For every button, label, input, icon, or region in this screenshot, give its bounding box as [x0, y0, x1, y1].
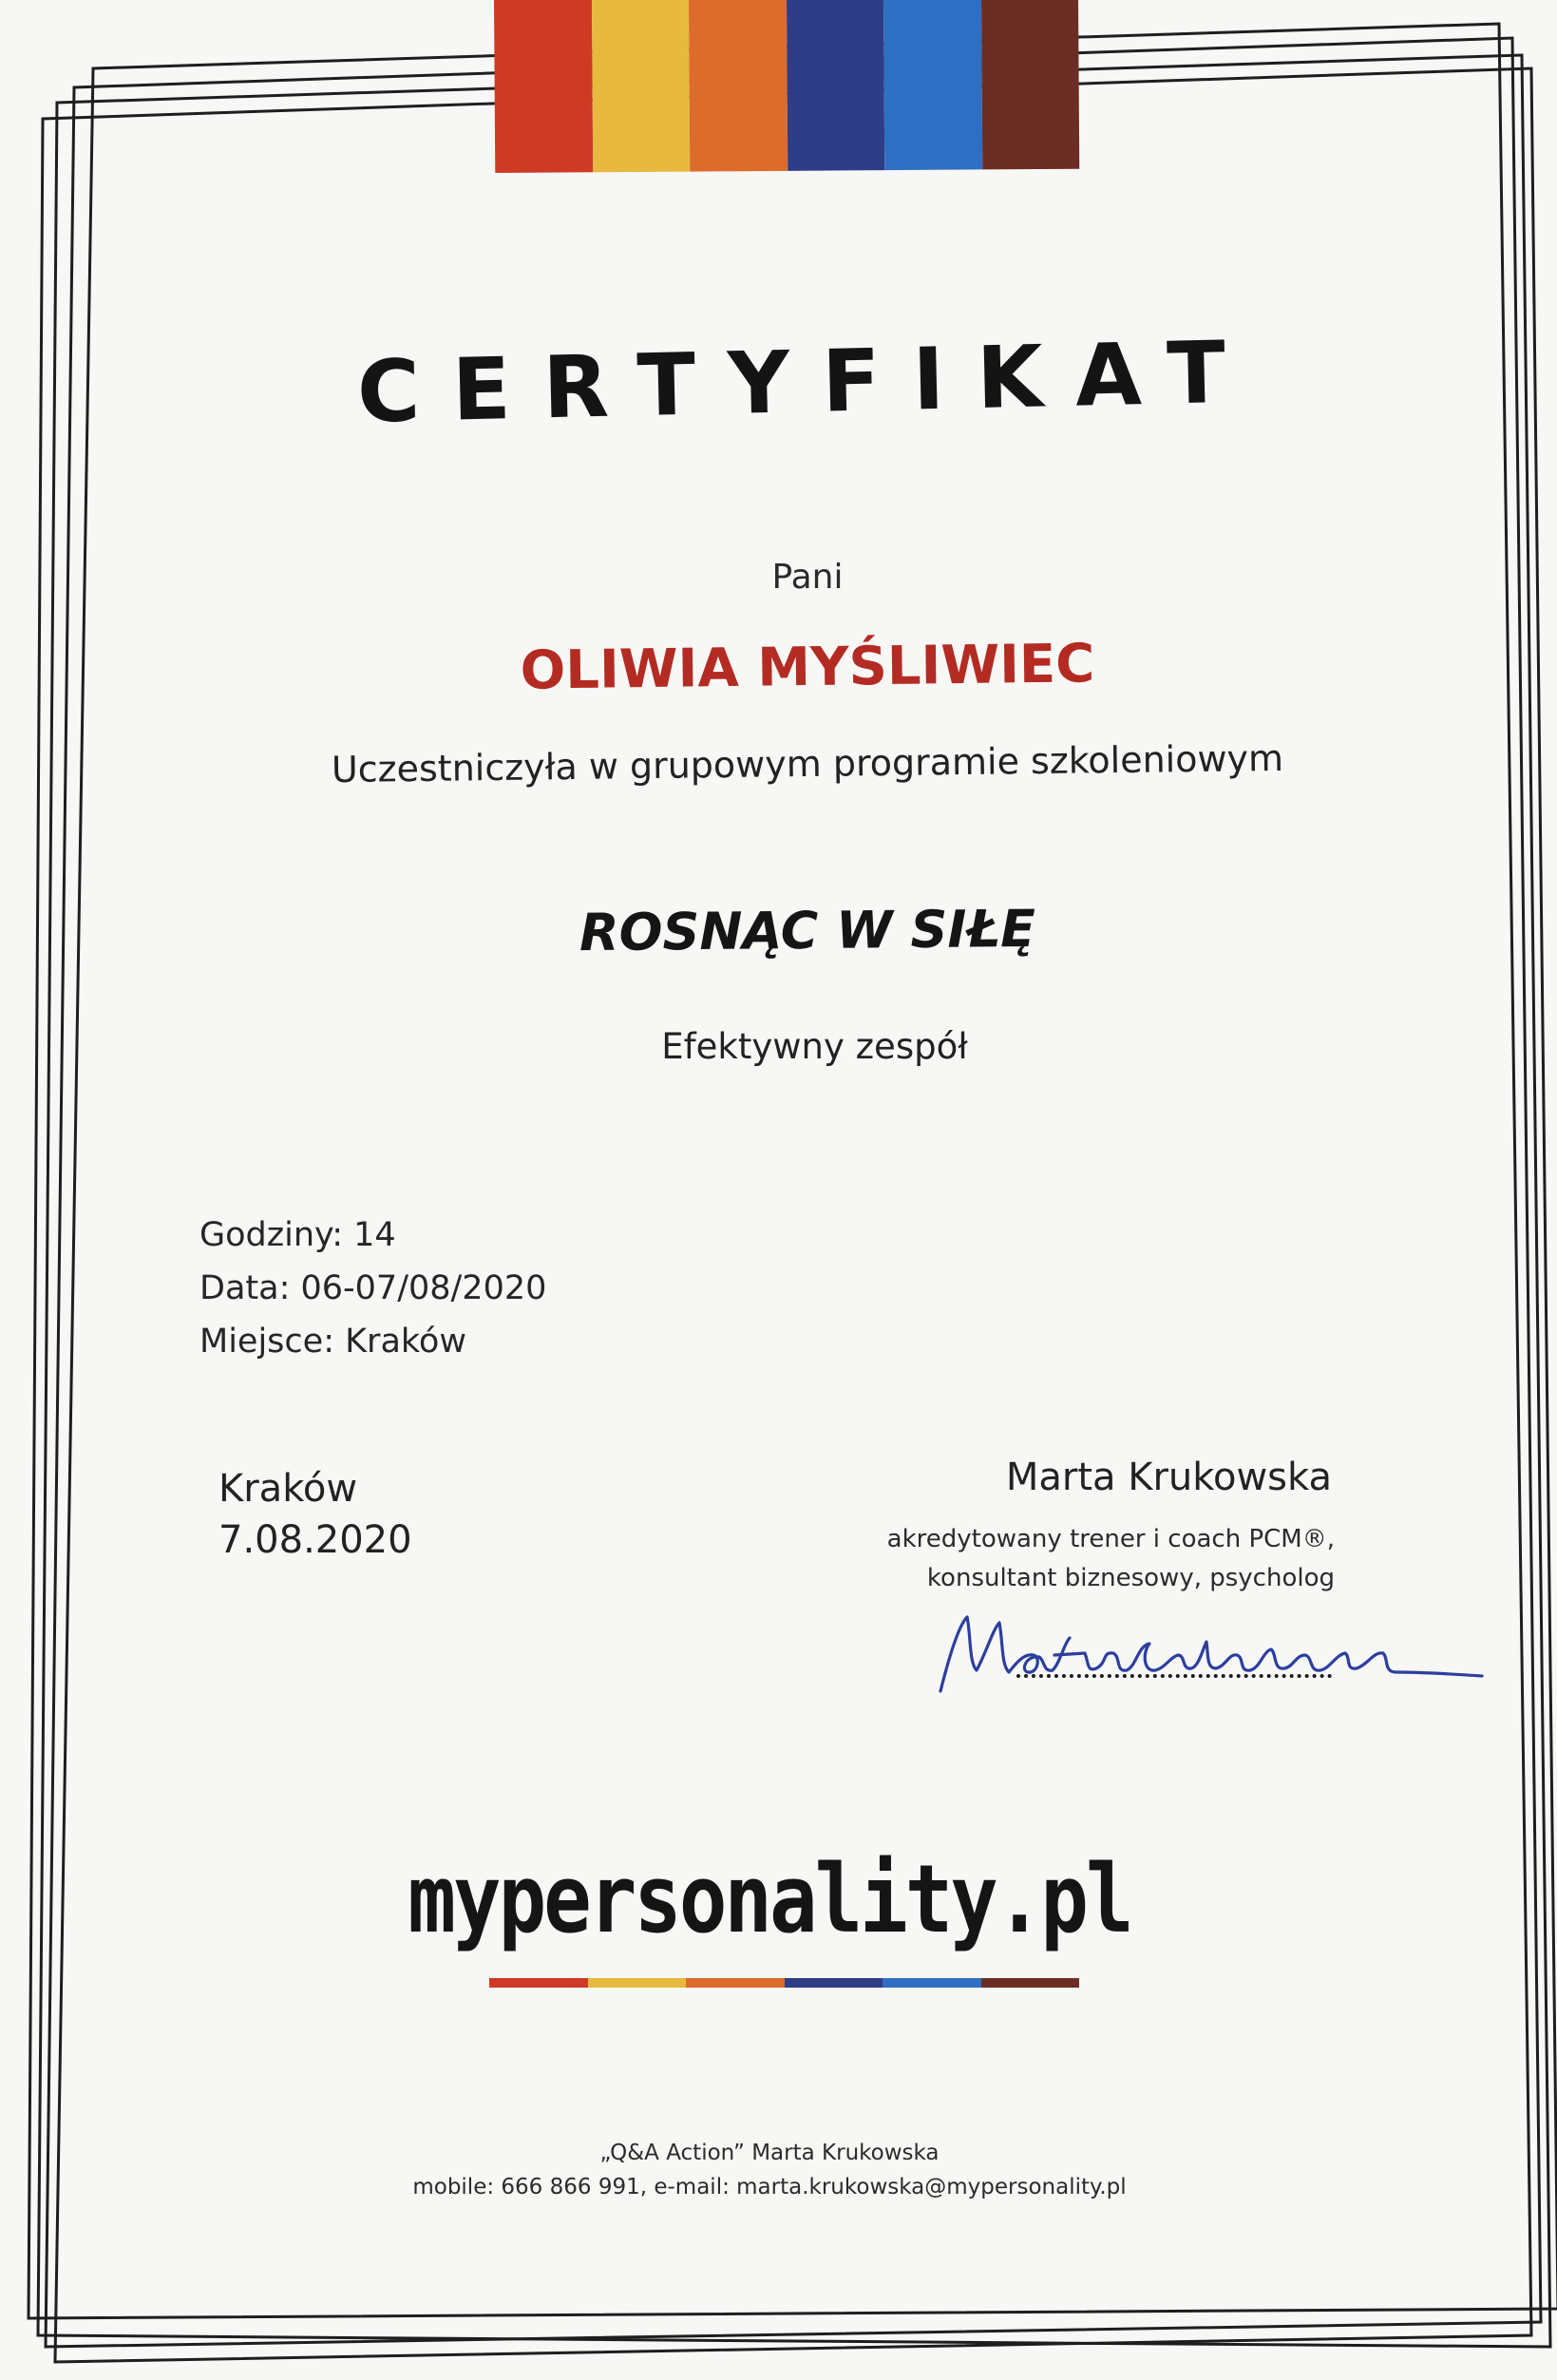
- logo-color-stripe: [489, 1978, 1079, 1988]
- training-details: [199, 1209, 546, 1368]
- date-line: Data: 06-07/08/2020: [199, 1269, 547, 1307]
- certificate-title: CERTYFIKAT: [355, 322, 1260, 443]
- footer-company: „Q&A Action” Marta Krukowska: [599, 2141, 940, 2165]
- signature-line: [1016, 1674, 1332, 1678]
- salutation: Pani: [771, 558, 844, 597]
- stripe-red: [489, 1978, 588, 1988]
- stripe-blue: [883, 0, 982, 170]
- hours-line: Godziny: 14: [199, 1216, 396, 1254]
- handwritten-signature: [921, 1596, 1491, 1701]
- trainer-credentials-line1: akredytowany trener i coach PCM®,: [886, 1525, 1335, 1553]
- trainer-name: Marta Krukowska: [1005, 1456, 1332, 1499]
- company-logo: mypersonality.pl: [408, 1844, 1131, 1954]
- participation-statement: Uczestniczyła w grupowym programie szkoleniowym: [331, 736, 1284, 791]
- stripe-blue: [883, 1978, 981, 1988]
- footer-contact-line: mobile: 666 866 991, e-mail: marta.krukowska@mypersonality.pl: [412, 2175, 1127, 2199]
- issue-city: Kraków: [218, 1467, 358, 1511]
- trainer-credentials: [887, 1520, 1335, 1598]
- stripe-navy: [785, 1978, 883, 1988]
- top-color-stripe: [494, 0, 1079, 173]
- program-name: ROSNĄC W SIŁĘ: [579, 898, 1036, 963]
- stripe-brown: [980, 0, 1079, 169]
- issue-place-date: [218, 1463, 412, 1566]
- recipient-name: OLIWIA MYŚLIWIEC: [520, 633, 1095, 702]
- stripe-orange: [689, 0, 788, 172]
- stripe-brown: [981, 1978, 1080, 1988]
- footer-contact: [0, 2136, 1539, 2204]
- place-line: Miejsce: Kraków: [199, 1323, 466, 1361]
- stripe-navy: [786, 0, 884, 171]
- stripe-yellow: [588, 1978, 687, 1988]
- stripe-yellow: [591, 0, 690, 172]
- module-name: Efektywny zespół: [661, 1026, 968, 1067]
- stripe-red: [494, 0, 593, 173]
- stripe-orange: [686, 1978, 785, 1988]
- trainer-credentials-line2: konsultant biznesowy, psycholog: [926, 1564, 1335, 1592]
- issue-date: 7.08.2020: [218, 1518, 412, 1562]
